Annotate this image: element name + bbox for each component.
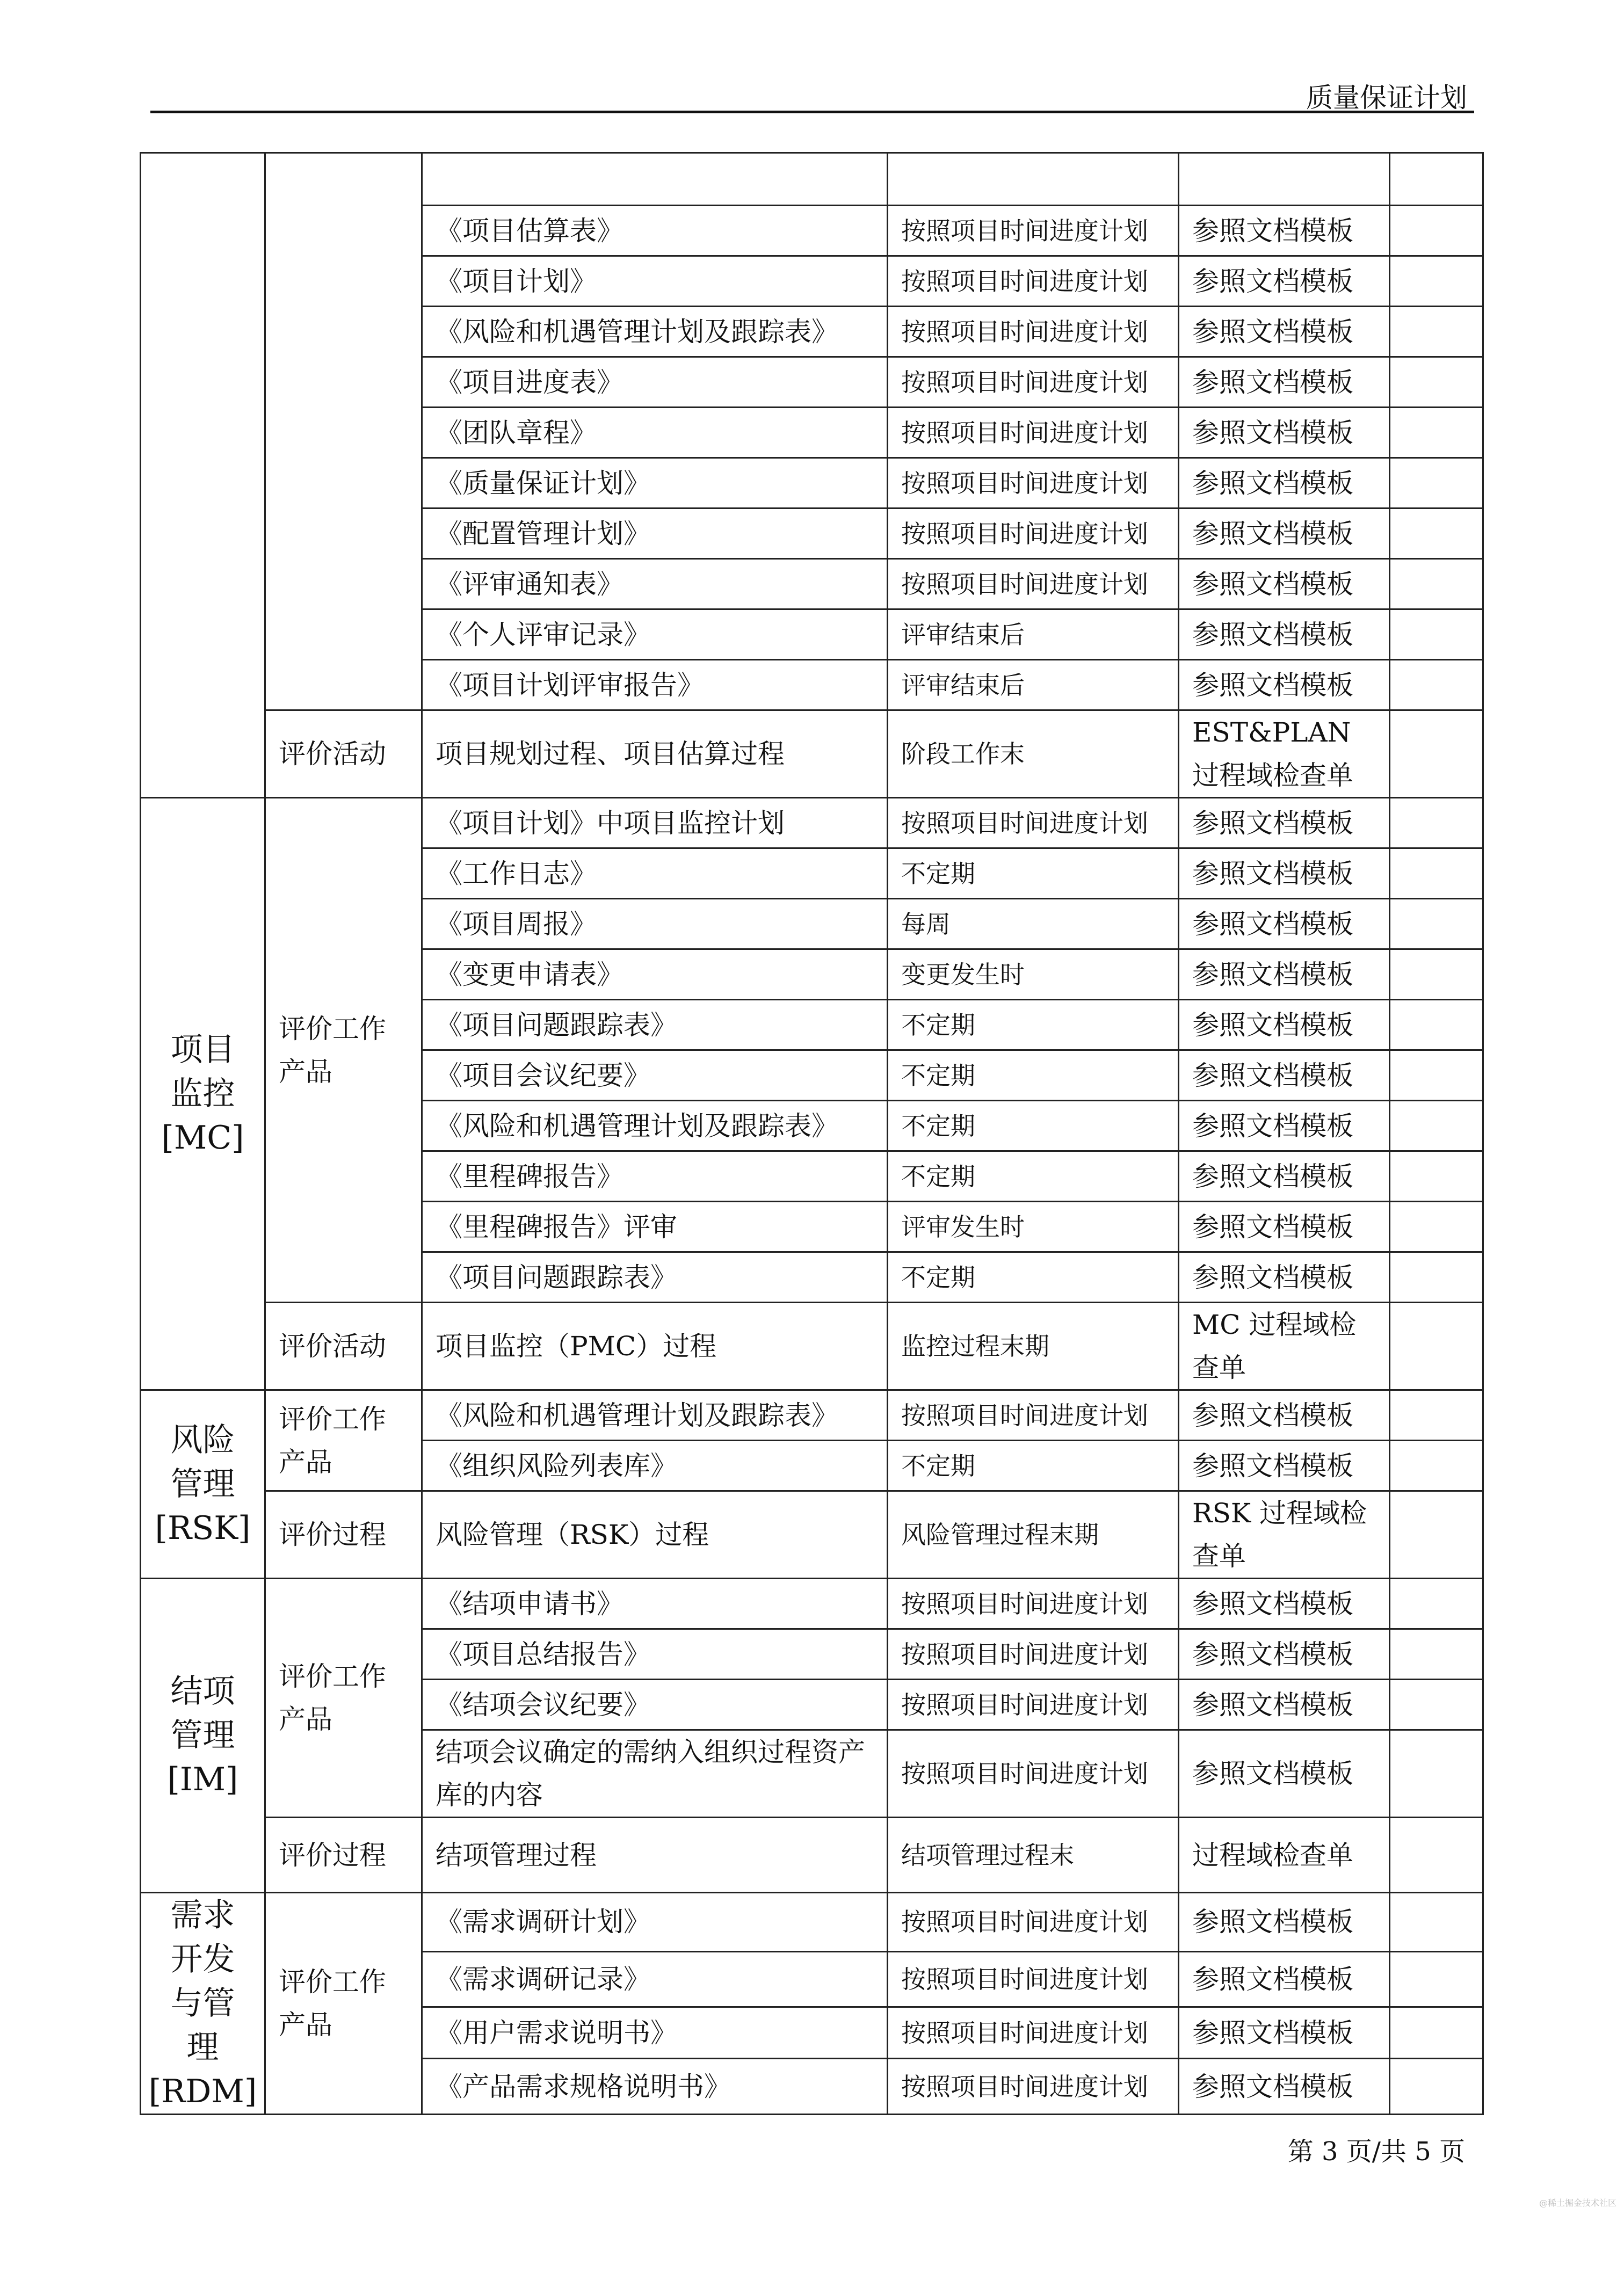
evaluation-method-cell [1179, 153, 1390, 206]
evaluation-timing-cell: 不定期 [888, 1151, 1179, 1202]
evaluation-item-cell: 《项目问题跟踪表》 [422, 1000, 888, 1050]
evaluation-type-cell: 评价过程 [265, 1491, 422, 1579]
page-number: 第 3 页/共 5 页 [1287, 2137, 1465, 2167]
evaluation-timing-cell: 按照项目时间进度计划 [888, 559, 1179, 609]
evaluation-method-cell: 参照文档模板 [1179, 256, 1390, 307]
evaluation-method-cell: 参照文档模板 [1179, 458, 1390, 509]
evaluation-item-cell: 《评审通知表》 [422, 559, 888, 609]
remarks-cell [1390, 1629, 1483, 1680]
evaluation-timing-cell: 不定期 [888, 1252, 1179, 1303]
remarks-cell [1390, 1680, 1483, 1730]
evaluation-item-cell: 《项目计划》 [422, 256, 888, 307]
evaluation-item-cell: 《变更申请表》 [422, 949, 888, 1000]
evaluation-method-cell: 参照文档模板 [1179, 1252, 1390, 1303]
remarks-cell [1390, 1730, 1483, 1818]
evaluation-method-cell: 参照文档模板 [1179, 1202, 1390, 1252]
evaluation-type-cell: 评价活动 [265, 710, 422, 798]
evaluation-timing-cell: 按照项目时间进度计划 [888, 2059, 1179, 2115]
process-area-cell: 风险 管理 [RSK] [141, 1390, 265, 1579]
remarks-cell [1390, 1101, 1483, 1151]
evaluation-method-cell: 参照文档模板 [1179, 609, 1390, 660]
evaluation-method-cell: 参照文档模板 [1179, 848, 1390, 899]
remarks-cell [1390, 1050, 1483, 1101]
evaluation-method-cell: 参照文档模板 [1179, 2007, 1390, 2059]
evaluation-method-cell: 参照文档模板 [1179, 1629, 1390, 1680]
remarks-cell [1390, 458, 1483, 509]
evaluation-method-cell: 参照文档模板 [1179, 1893, 1390, 1952]
remarks-cell [1390, 949, 1483, 1000]
evaluation-item-cell: 《组织风险列表库》 [422, 1441, 888, 1491]
remarks-cell [1390, 1893, 1483, 1952]
evaluation-method-cell: 参照文档模板 [1179, 899, 1390, 949]
evaluation-method-cell: 参照文档模板 [1179, 408, 1390, 458]
table-row [141, 1390, 1483, 1441]
evaluation-method-cell: 参照文档模板 [1179, 1151, 1390, 1202]
evaluation-method-cell: 参照文档模板 [1179, 1680, 1390, 1730]
evaluation-method-cell: 参照文档模板 [1179, 949, 1390, 1000]
remarks-cell [1390, 660, 1483, 710]
evaluation-item-cell: 《风险和机遇管理计划及跟踪表》 [422, 1390, 888, 1441]
evaluation-timing-cell: 不定期 [888, 1101, 1179, 1151]
evaluation-method-cell: EST&PLAN 过程域检查单 [1179, 710, 1390, 798]
evaluation-type-cell: 评价工作 产品 [265, 798, 422, 1303]
table-row [141, 1893, 1483, 1952]
watermark: @稀土掘金技术社区 [1539, 2198, 1616, 2208]
qa-plan-table [140, 152, 1484, 2115]
evaluation-item-cell: 《里程碑报告》 [422, 1151, 888, 1202]
remarks-cell [1390, 899, 1483, 949]
evaluation-item-cell: 《结项申请书》 [422, 1579, 888, 1629]
evaluation-item-cell: 《项目问题跟踪表》 [422, 1252, 888, 1303]
evaluation-item-cell: 《需求调研记录》 [422, 1951, 888, 2007]
evaluation-method-cell: 参照文档模板 [1179, 1000, 1390, 1050]
evaluation-type-cell: 评价工作 产品 [265, 1579, 422, 1818]
evaluation-type-cell: 评价过程 [265, 1818, 422, 1893]
evaluation-method-cell: 参照文档模板 [1179, 307, 1390, 357]
evaluation-item-cell: 《个人评审记录》 [422, 609, 888, 660]
evaluation-item-cell: 项目规划过程、项目估算过程 [422, 710, 888, 798]
remarks-cell [1390, 1252, 1483, 1303]
evaluation-type-cell: 评价活动 [265, 1303, 422, 1390]
remarks-cell [1390, 509, 1483, 559]
remarks-cell [1390, 206, 1483, 256]
evaluation-method-cell: 过程域检查单 [1179, 1818, 1390, 1893]
evaluation-timing-cell: 每周 [888, 899, 1179, 949]
remarks-cell [1390, 408, 1483, 458]
remarks-cell [1390, 1303, 1483, 1390]
evaluation-timing-cell: 按照项目时间进度计划 [888, 1951, 1179, 2007]
remarks-cell [1390, 1202, 1483, 1252]
evaluation-method-cell: 参照文档模板 [1179, 1951, 1390, 2007]
table-row [141, 1818, 1483, 1893]
evaluation-item-cell: 《项目总结报告》 [422, 1629, 888, 1680]
evaluation-item-cell: 《风险和机遇管理计划及跟踪表》 [422, 1101, 888, 1151]
evaluation-item-cell: 《团队章程》 [422, 408, 888, 458]
remarks-cell [1390, 798, 1483, 848]
evaluation-item-cell: 项目监控（PMC）过程 [422, 1303, 888, 1390]
evaluation-method-cell: 参照文档模板 [1179, 1730, 1390, 1818]
evaluation-timing-cell: 按照项目时间进度计划 [888, 307, 1179, 357]
evaluation-timing-cell: 不定期 [888, 1050, 1179, 1101]
evaluation-item-cell [422, 153, 888, 206]
evaluation-timing-cell: 变更发生时 [888, 949, 1179, 1000]
evaluation-type-cell [265, 153, 422, 710]
process-area-cell: 需求 开发 与管 理 [RDM] [141, 1893, 265, 2115]
evaluation-timing-cell [888, 153, 1179, 206]
remarks-cell [1390, 559, 1483, 609]
remarks-cell [1390, 609, 1483, 660]
table-row [141, 1491, 1483, 1579]
evaluation-timing-cell: 监控过程末期 [888, 1303, 1179, 1390]
evaluation-timing-cell: 按照项目时间进度计划 [888, 509, 1179, 559]
table-row [141, 710, 1483, 798]
evaluation-timing-cell: 不定期 [888, 1441, 1179, 1491]
evaluation-item-cell: 《用户需求说明书》 [422, 2007, 888, 2059]
header-rule [150, 111, 1474, 113]
evaluation-timing-cell: 按照项目时间进度计划 [888, 1730, 1179, 1818]
remarks-cell [1390, 1491, 1483, 1579]
evaluation-item-cell: 《质量保证计划》 [422, 458, 888, 509]
process-area-cell [141, 153, 265, 798]
evaluation-item-cell: 《项目进度表》 [422, 357, 888, 408]
process-area-cell: 项目 监控 [MC] [141, 798, 265, 1390]
remarks-cell [1390, 710, 1483, 798]
evaluation-type-cell: 评价工作 产品 [265, 1390, 422, 1491]
evaluation-timing-cell: 按照项目时间进度计划 [888, 357, 1179, 408]
evaluation-timing-cell: 按照项目时间进度计划 [888, 408, 1179, 458]
table-row [141, 1579, 1483, 1629]
evaluation-item-cell: 《风险和机遇管理计划及跟踪表》 [422, 307, 888, 357]
table-row [141, 153, 1483, 206]
evaluation-method-cell: RSK 过程域检查单 [1179, 1491, 1390, 1579]
evaluation-timing-cell: 按照项目时间进度计划 [888, 256, 1179, 307]
evaluation-timing-cell: 不定期 [888, 848, 1179, 899]
evaluation-method-cell: 参照文档模板 [1179, 1441, 1390, 1491]
remarks-cell [1390, 1951, 1483, 2007]
evaluation-item-cell: 《配置管理计划》 [422, 509, 888, 559]
evaluation-method-cell: 参照文档模板 [1179, 2059, 1390, 2115]
evaluation-item-cell: 《项目周报》 [422, 899, 888, 949]
evaluation-timing-cell: 评审结束后 [888, 660, 1179, 710]
evaluation-timing-cell: 结项管理过程末 [888, 1818, 1179, 1893]
evaluation-timing-cell: 风险管理过程末期 [888, 1491, 1179, 1579]
evaluation-method-cell: 参照文档模板 [1179, 206, 1390, 256]
evaluation-timing-cell: 按照项目时间进度计划 [888, 1893, 1179, 1952]
evaluation-method-cell: 参照文档模板 [1179, 1390, 1390, 1441]
evaluation-method-cell: 参照文档模板 [1179, 798, 1390, 848]
remarks-cell [1390, 2059, 1483, 2115]
evaluation-method-cell: 参照文档模板 [1179, 1579, 1390, 1629]
evaluation-timing-cell: 按照项目时间进度计划 [888, 1680, 1179, 1730]
evaluation-item-cell: 风险管理（RSK）过程 [422, 1491, 888, 1579]
remarks-cell [1390, 1818, 1483, 1893]
table-row [141, 798, 1483, 848]
evaluation-item-cell: 《工作日志》 [422, 848, 888, 899]
remarks-cell [1390, 357, 1483, 408]
evaluation-item-cell: 《项目计划》中项目监控计划 [422, 798, 888, 848]
evaluation-type-cell: 评价工作 产品 [265, 1893, 422, 2115]
table-row [141, 1303, 1483, 1390]
evaluation-timing-cell: 按照项目时间进度计划 [888, 206, 1179, 256]
evaluation-method-cell: MC 过程域检查单 [1179, 1303, 1390, 1390]
process-area-cell: 结项 管理 [IM] [141, 1579, 265, 1893]
evaluation-timing-cell: 评审发生时 [888, 1202, 1179, 1252]
evaluation-item-cell: 《里程碑报告》评审 [422, 1202, 888, 1252]
evaluation-timing-cell: 按照项目时间进度计划 [888, 1629, 1179, 1680]
evaluation-method-cell: 参照文档模板 [1179, 559, 1390, 609]
evaluation-method-cell: 参照文档模板 [1179, 1101, 1390, 1151]
remarks-cell [1390, 307, 1483, 357]
evaluation-item-cell: 结项会议确定的需纳入组织过程资产库的内容 [422, 1730, 888, 1818]
remarks-cell [1390, 256, 1483, 307]
remarks-cell [1390, 1151, 1483, 1202]
evaluation-item-cell: 《项目估算表》 [422, 206, 888, 256]
evaluation-method-cell: 参照文档模板 [1179, 1050, 1390, 1101]
header-title: 质量保证计划 [1306, 82, 1467, 113]
evaluation-method-cell: 参照文档模板 [1179, 509, 1390, 559]
evaluation-timing-cell: 按照项目时间进度计划 [888, 1390, 1179, 1441]
evaluation-timing-cell: 按照项目时间进度计划 [888, 458, 1179, 509]
evaluation-item-cell: 结项管理过程 [422, 1818, 888, 1893]
evaluation-timing-cell: 评审结束后 [888, 609, 1179, 660]
evaluation-item-cell: 《需求调研计划》 [422, 1893, 888, 1952]
remarks-cell [1390, 2007, 1483, 2059]
evaluation-method-cell: 参照文档模板 [1179, 660, 1390, 710]
evaluation-item-cell: 《项目计划评审报告》 [422, 660, 888, 710]
evaluation-timing-cell: 按照项目时间进度计划 [888, 798, 1179, 848]
evaluation-item-cell: 《项目会议纪要》 [422, 1050, 888, 1101]
remarks-cell [1390, 1390, 1483, 1441]
remarks-cell [1390, 153, 1483, 206]
remarks-cell [1390, 1579, 1483, 1629]
evaluation-method-cell: 参照文档模板 [1179, 357, 1390, 408]
evaluation-item-cell: 《产品需求规格说明书》 [422, 2059, 888, 2115]
evaluation-timing-cell: 不定期 [888, 1000, 1179, 1050]
evaluation-timing-cell: 阶段工作末 [888, 710, 1179, 798]
evaluation-timing-cell: 按照项目时间进度计划 [888, 1579, 1179, 1629]
remarks-cell [1390, 848, 1483, 899]
evaluation-item-cell: 《结项会议纪要》 [422, 1680, 888, 1730]
remarks-cell [1390, 1441, 1483, 1491]
remarks-cell [1390, 1000, 1483, 1050]
evaluation-timing-cell: 按照项目时间进度计划 [888, 2007, 1179, 2059]
